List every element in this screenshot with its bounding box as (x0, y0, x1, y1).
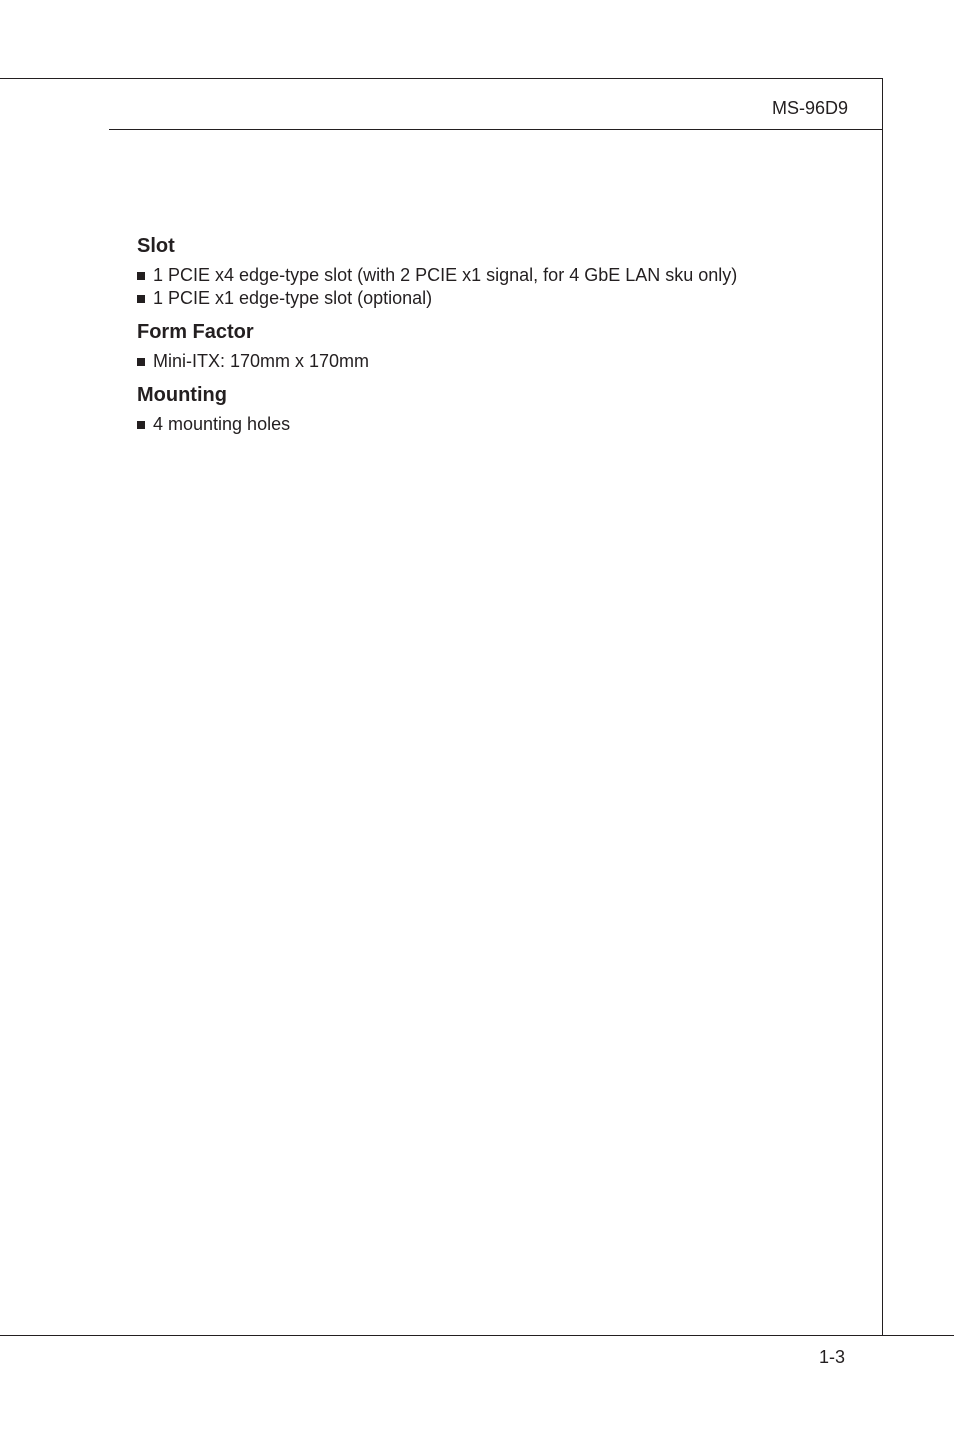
header-rule (109, 129, 883, 130)
bottom-rule (0, 1335, 954, 1336)
item-list (137, 413, 857, 436)
item-text: 1 PCIE x4 edge-type slot (with 2 PCIE x1 signal, for 4 GbE LAN sku only) (153, 265, 738, 285)
section-title: Form Factor (137, 321, 254, 343)
list-item (137, 287, 857, 310)
item-text: 4 mounting holes (153, 414, 291, 434)
square-bullet-icon (137, 358, 145, 366)
item-list (137, 264, 857, 310)
model-number: MS-96D9 (771, 98, 848, 118)
list-item (137, 264, 857, 287)
item-list (137, 350, 857, 373)
section-form-factor (137, 320, 857, 373)
square-bullet-icon (137, 421, 145, 429)
top-rule (0, 78, 883, 79)
list-item (137, 413, 857, 436)
page-number: 1-3 (818, 1347, 845, 1367)
square-bullet-icon (137, 272, 145, 280)
square-bullet-icon (137, 295, 145, 303)
section-slot (137, 234, 857, 310)
item-text: 1 PCIE x1 edge-type slot (optional) (153, 288, 433, 308)
section-mounting (137, 383, 857, 436)
right-margin-rule (882, 78, 883, 1335)
spec-content (137, 234, 857, 446)
item-text: Mini-ITX: 170mm x 170mm (153, 351, 370, 371)
section-title: Slot (137, 235, 175, 257)
list-item (137, 350, 857, 373)
section-title: Mounting (137, 384, 227, 406)
